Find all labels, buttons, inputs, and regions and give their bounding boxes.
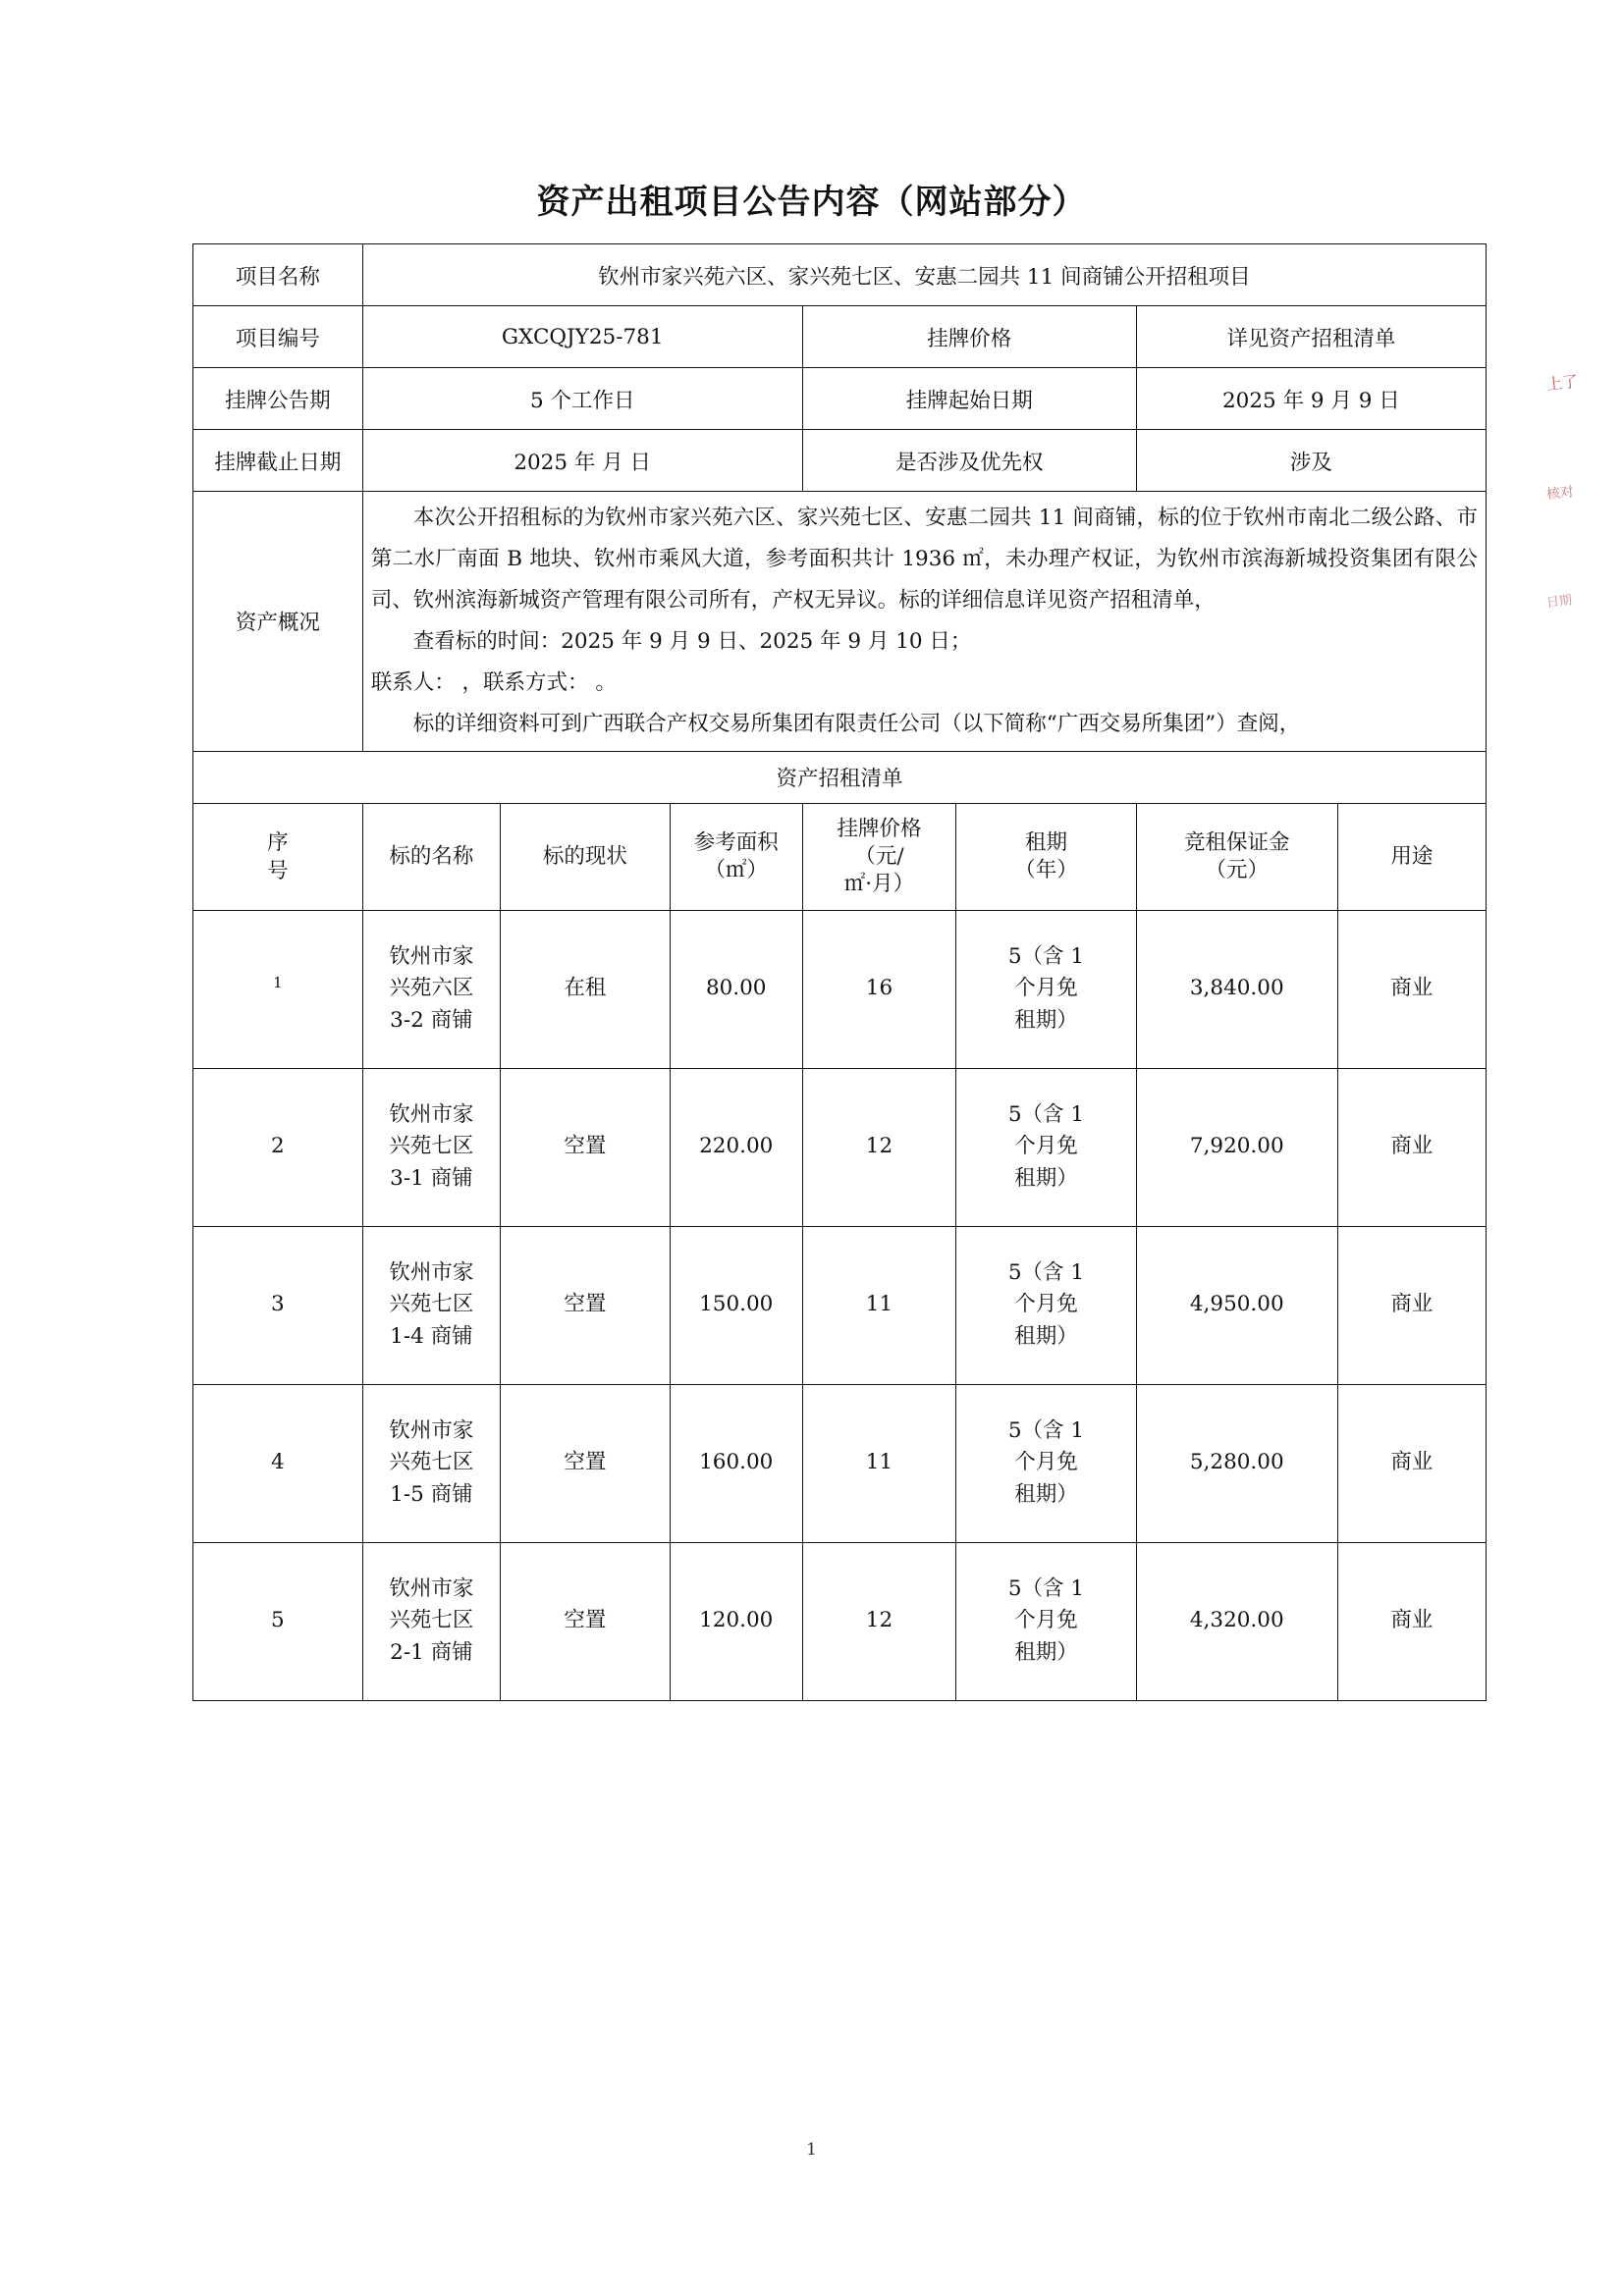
overview-paragraph-1: 本次公开招租标的为钦州市家兴苑六区、家兴苑七区、安惠二园共 11 间商铺，标的位于钦州市南北二级公路、市第二水厂南面 B 地块、钦州市乘风大道，参考面积共计 1936 ㎡，未办理产权证，为钦州市滨海新城投资集团有限公司、钦州滨海新城资产管理有限公司所有，产权无异议。标的详细信息详见资产招租清单， — [370, 506, 1478, 613]
asset-list-caption: 资产招租清单 — [193, 751, 1487, 803]
row-seq: 4 — [193, 1384, 363, 1542]
end-date-value: 2025 年 月 日 — [362, 430, 802, 492]
priority-value: 涉及 — [1136, 430, 1486, 492]
project-code-label: 项目编号 — [193, 306, 363, 368]
row-term-line2: 个月免 — [1014, 1608, 1078, 1633]
row-term — [956, 1384, 1137, 1542]
row-usage: 商业 — [1337, 1384, 1486, 1542]
row-area: 120.00 — [670, 1542, 802, 1700]
row-seq: 2 — [193, 1068, 363, 1226]
row-term-line3: 租期） — [1014, 1481, 1078, 1507]
row-price: 12 — [802, 1542, 956, 1700]
column-header-term-line1: 租期 — [1024, 829, 1067, 855]
row-deposit: 4,950.00 — [1136, 1226, 1337, 1384]
row-name — [362, 1542, 500, 1700]
row-usage: 商业 — [1337, 1542, 1486, 1700]
row-name-line2: 兴苑七区 — [389, 1608, 474, 1633]
announcement-table — [192, 243, 1487, 1701]
row-term-line1: 5（含 1 — [1007, 944, 1085, 970]
column-header-deposit — [1136, 803, 1337, 910]
table-row — [193, 910, 1487, 1068]
row-name — [362, 1068, 500, 1226]
row-term-line2: 个月免 — [1014, 1450, 1078, 1475]
row-name-line1: 钦州市家 — [389, 1576, 474, 1602]
end-date-label: 挂牌截止日期 — [193, 430, 363, 492]
margin-annotation-2: 核对 — [1545, 483, 1575, 503]
project-name-label: 项目名称 — [193, 244, 363, 306]
overview-content — [362, 492, 1486, 752]
row-status: 空置 — [501, 1542, 671, 1700]
column-header-deposit-line1: 竞租保证金 — [1183, 829, 1290, 855]
column-header-term-line2: （年） — [1014, 857, 1078, 882]
row-price: 11 — [802, 1226, 956, 1384]
priority-label: 是否涉及优先权 — [802, 430, 1136, 492]
table-row — [193, 751, 1487, 803]
row-term-line3: 租期） — [1014, 1323, 1078, 1349]
row-name — [362, 1384, 500, 1542]
column-header-price-line2: （元/ — [854, 843, 904, 869]
margin-annotation-3: 日期 — [1545, 593, 1573, 612]
column-header-status: 标的现状 — [501, 803, 671, 910]
row-area: 150.00 — [670, 1226, 802, 1384]
table-row — [193, 1384, 1487, 1542]
row-term — [956, 1542, 1137, 1700]
column-header-area-line1: 参考面积 — [693, 829, 779, 855]
row-name-line3: 1-4 商铺 — [390, 1323, 473, 1349]
row-usage: 商业 — [1337, 1226, 1486, 1384]
column-header-seq — [193, 803, 363, 910]
row-deposit: 4,320.00 — [1136, 1542, 1337, 1700]
row-deposit: 3,840.00 — [1136, 910, 1337, 1068]
row-deposit: 5,280.00 — [1136, 1384, 1337, 1542]
table-header-row — [193, 803, 1487, 910]
row-price: 12 — [802, 1068, 956, 1226]
table-row — [193, 306, 1487, 368]
row-term — [956, 910, 1137, 1068]
table-row — [193, 1068, 1487, 1226]
row-name-line3: 1-5 商铺 — [390, 1481, 473, 1507]
column-header-area-line2: （㎡） — [704, 857, 768, 882]
listing-period-value: 5 个工作日 — [362, 368, 802, 430]
row-status: 空置 — [501, 1226, 671, 1384]
row-status: 在租 — [501, 910, 671, 1068]
row-term-line1: 5（含 1 — [1007, 1576, 1085, 1602]
column-header-price — [802, 803, 956, 910]
overview-paragraph-3: 联系人： ，联系方式： 。 — [370, 669, 617, 695]
table-row — [193, 244, 1487, 306]
row-name-line3: 3-2 商铺 — [390, 1007, 473, 1033]
margin-annotation-1: 上了 — [1545, 371, 1579, 395]
column-header-usage: 用途 — [1337, 803, 1486, 910]
row-name — [362, 1226, 500, 1384]
row-area: 80.00 — [670, 910, 802, 1068]
table-row — [193, 430, 1487, 492]
row-seq — [193, 910, 363, 1068]
row-term-line1: 5（含 1 — [1007, 1260, 1085, 1286]
row-status: 空置 — [501, 1068, 671, 1226]
project-name-value: 钦州市家兴苑六区、家兴苑七区、安惠二园共 11 间商铺公开招租项目 — [362, 244, 1486, 306]
row-term-line3: 租期） — [1014, 1639, 1078, 1665]
row-area: 220.00 — [670, 1068, 802, 1226]
row-term — [956, 1068, 1137, 1226]
row-term-line1: 5（含 1 — [1007, 1102, 1085, 1128]
row-deposit: 7,920.00 — [1136, 1068, 1337, 1226]
table-row — [193, 368, 1487, 430]
row-name-line1: 钦州市家 — [389, 1260, 474, 1286]
page-number: 1 — [806, 2140, 817, 2160]
row-name-line2: 兴苑七区 — [389, 1292, 474, 1317]
start-date-value: 2025 年 9 月 9 日 — [1136, 368, 1486, 430]
announcement-sheet — [192, 243, 1487, 1701]
column-header-name: 标的名称 — [362, 803, 500, 910]
page-title: 资产出租项目公告内容（网站部分） — [536, 183, 1087, 222]
row-name — [362, 910, 500, 1068]
start-date-label: 挂牌起始日期 — [802, 368, 1136, 430]
listing-price-value: 详见资产招租清单 — [1136, 306, 1486, 368]
listing-period-label: 挂牌公告期 — [193, 368, 363, 430]
row-seq: 3 — [193, 1226, 363, 1384]
column-header-price-line3: ㎡·月） — [843, 871, 915, 896]
listing-price-label: 挂牌价格 — [802, 306, 1136, 368]
column-header-price-line1: 挂牌价格 — [837, 816, 922, 841]
column-header-area — [670, 803, 802, 910]
row-name-line3: 2-1 商铺 — [390, 1639, 473, 1665]
margin-annotations — [1546, 373, 1605, 702]
project-code-value: GXCQJY25-781 — [362, 306, 802, 368]
row-price: 16 — [802, 910, 956, 1068]
row-usage: 商业 — [1337, 910, 1486, 1068]
row-term — [956, 1226, 1137, 1384]
row-name-line3: 3-1 商铺 — [390, 1165, 473, 1191]
row-term-line3: 租期） — [1014, 1165, 1078, 1191]
row-name-line1: 钦州市家 — [389, 1102, 474, 1128]
row-seq: 5 — [193, 1542, 363, 1700]
table-row — [193, 1226, 1487, 1384]
overview-paragraph-2: 查看标的时间：2025 年 9 月 9 日、2025 年 9 月 10 日； — [412, 628, 972, 654]
row-term-line2: 个月免 — [1014, 976, 1078, 1001]
row-term-line2: 个月免 — [1014, 1134, 1078, 1159]
row-name-line2: 兴苑七区 — [389, 1450, 474, 1475]
row-seq-value: 1 — [273, 974, 283, 992]
row-name-line1: 钦州市家 — [389, 1418, 474, 1444]
row-usage: 商业 — [1337, 1068, 1486, 1226]
column-header-seq-line2: 号 — [267, 858, 289, 883]
row-area: 160.00 — [670, 1384, 802, 1542]
column-header-term — [956, 803, 1137, 910]
column-header-deposit-line2: （元） — [1205, 857, 1269, 882]
row-term-line3: 租期） — [1014, 1007, 1078, 1033]
row-status: 空置 — [501, 1384, 671, 1542]
overview-paragraph-4: 标的详细资料可到广西联合产权交易所集团有限责任公司（以下简称“广西交易所集团”）查阅， — [412, 711, 1301, 736]
row-term-line2: 个月免 — [1014, 1292, 1078, 1317]
column-header-seq-line1: 序 — [267, 829, 289, 855]
table-row — [193, 492, 1487, 752]
row-name-line1: 钦州市家 — [389, 944, 474, 970]
overview-label: 资产概况 — [193, 492, 363, 752]
row-term-line1: 5（含 1 — [1007, 1418, 1085, 1444]
row-name-line2: 兴苑七区 — [389, 1134, 474, 1159]
row-name-line2: 兴苑六区 — [389, 976, 474, 1001]
row-price: 11 — [802, 1384, 956, 1542]
table-row — [193, 1542, 1487, 1700]
